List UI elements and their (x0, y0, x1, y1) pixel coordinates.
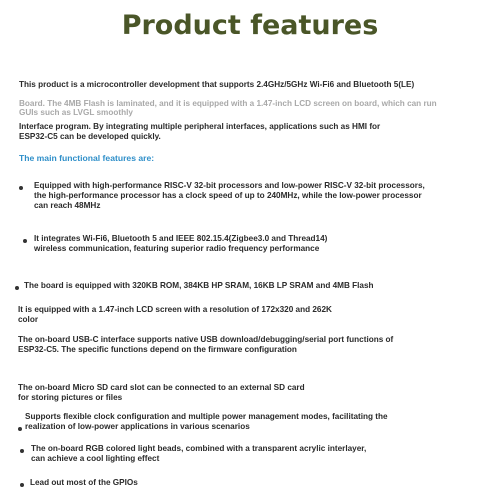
feature-6-line-2: for storing pictures or files (18, 393, 123, 402)
feature-9-line-1: Lead out most of the GPIOs (30, 478, 138, 487)
bullet-icon (20, 449, 24, 453)
feature-6-line-1: The on-board Micro SD card slot can be connected to an external SD card (18, 383, 305, 392)
section-heading: The main functional features are: (19, 153, 155, 163)
intro-line-2: Interface program. By integrating multiple peripheral interfaces, applications such as HMI for (19, 122, 381, 131)
feature-4-line-1: It is equipped with a 1.47-inch LCD screen with a resolution of 172x320 and 262K (18, 305, 332, 314)
feature-2-line-1: It integrates Wi-Fi6, Bluetooth 5 and IEEE 802.15.4(Zigbee3.0 and Thread14) (34, 234, 328, 243)
feature-8-line-1: The on-board RGB colored light beads, combined with a transparent acrylic interlayer, (31, 444, 367, 453)
intro-faded-line-2: GUIs such as LVGL smoothly (19, 108, 133, 117)
intro-line-3: ESP32-C5 can be developed quickly. (19, 132, 161, 141)
feature-4-line-2: color (18, 315, 39, 324)
bullet-icon (23, 239, 27, 243)
feature-3-line-1: The board is equipped with 320KB ROM, 384KB HP SRAM, 16KB LP SRAM and 4MB Flash (24, 281, 374, 290)
bullet-icon (18, 427, 22, 431)
feature-1-line-1: Equipped with high-performance RISC-V 32-bit processors and low-power RISC-V 32-bit processors, (34, 181, 425, 190)
bullet-icon (19, 186, 23, 190)
feature-7-line-2: realization of low-power applications in various scenarios (25, 422, 250, 431)
feature-7-line-1: Supports flexible clock configuration and multiple power management modes, facilitating the (25, 412, 388, 421)
bullet-icon (20, 483, 24, 487)
feature-1-line-3: can reach 48MHz (34, 201, 101, 210)
intro-line-1: This product is a microcontroller development that supports 2.4GHz/5GHz Wi-Fi6 and Bluetooth 5(LE) (19, 80, 415, 89)
page-title: Product features (121, 10, 379, 41)
feature-1-line-2: the high-performance processor has a clock speed of up to 240MHz, while the low-power processor (34, 191, 422, 200)
feature-5-line-1: The on-board USB-C interface supports native USB download/debugging/serial port functions of (18, 335, 394, 344)
feature-2-line-2: wireless communication, featuring superior radio frequency performance (34, 244, 320, 253)
bullet-icon (15, 286, 19, 290)
feature-8-line-2: can achieve a cool lighting effect (31, 454, 160, 463)
intro-faded-line-1: Board. The 4MB Flash is laminated, and it is equipped with a 1.47-inch LCD screen on board, which can run (19, 99, 437, 108)
feature-5-line-2: ESP32-C5. The specific functions depend on the firmware configuration (18, 345, 297, 354)
